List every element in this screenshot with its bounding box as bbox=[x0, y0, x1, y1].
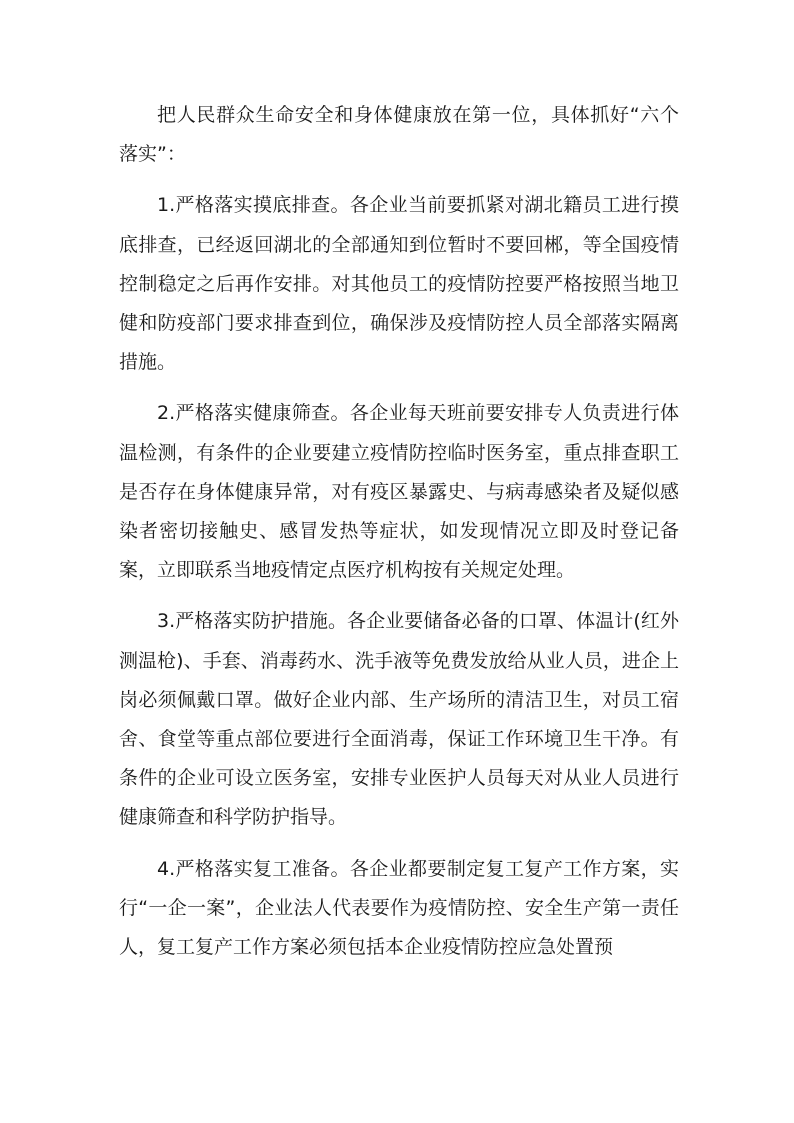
paragraph-item-1: 1.严格落实摸底排查。各企业当前要抓紧对湖北籍员工进行摸底排查，已经返回湖北的全部通知到位暂时不要回郴，等全国疫情控制稳定之后再作安排。对其他员工的疫情防控要严格按照当地卫健和防疫部门要求排查到位，确保涉及疫情防控人员全部落实隔离措施。 bbox=[119, 194, 679, 374]
document-body bbox=[119, 96, 679, 979]
paragraph-item-4: 4.严格落实复工准备。各企业都要制定复工复产工作方案，实行“一企一案”，企业法人代表要作为疫情防控、安全生产第一责任人，复工复产工作方案必须包括本企业疫情防控应急处置预 bbox=[119, 857, 679, 959]
paragraph-item-2: 2.严格落实健康筛查。各企业每天班前要安排专人负责进行体温检测，有条件的企业要建立疫情防控临时医务室，重点排查职工是否存在身体健康异常，对有疫区暴露史、与病毒感染者及疑似感染者密切接触史、感冒发热等症状，如发现情况立即及时登记备案，立即联系当地疫情定点医疗机构按有关规定处理。 bbox=[119, 402, 679, 582]
paragraph-intro: 把人民群众生命安全和身体健康放在第一位，具体抓好“六个落实”： bbox=[119, 104, 679, 166]
paragraph-item-3: 3.严格落实防护措施。各企业要储备必备的口罩、体温计(红外测温枪)、手套、消毒药水、洗手液等免费发放给从业人员，进企上岗必须佩戴口罩。做好企业内部、生产场所的清洁卫生，对员工宿舍、食堂等重点部位要进行全面消毒，保证工作环境卫生干净。有条件的企业可设立医务室，安排专业医护人员每天对从业人员进行健康筛查和科学防护指导。 bbox=[119, 610, 679, 829]
